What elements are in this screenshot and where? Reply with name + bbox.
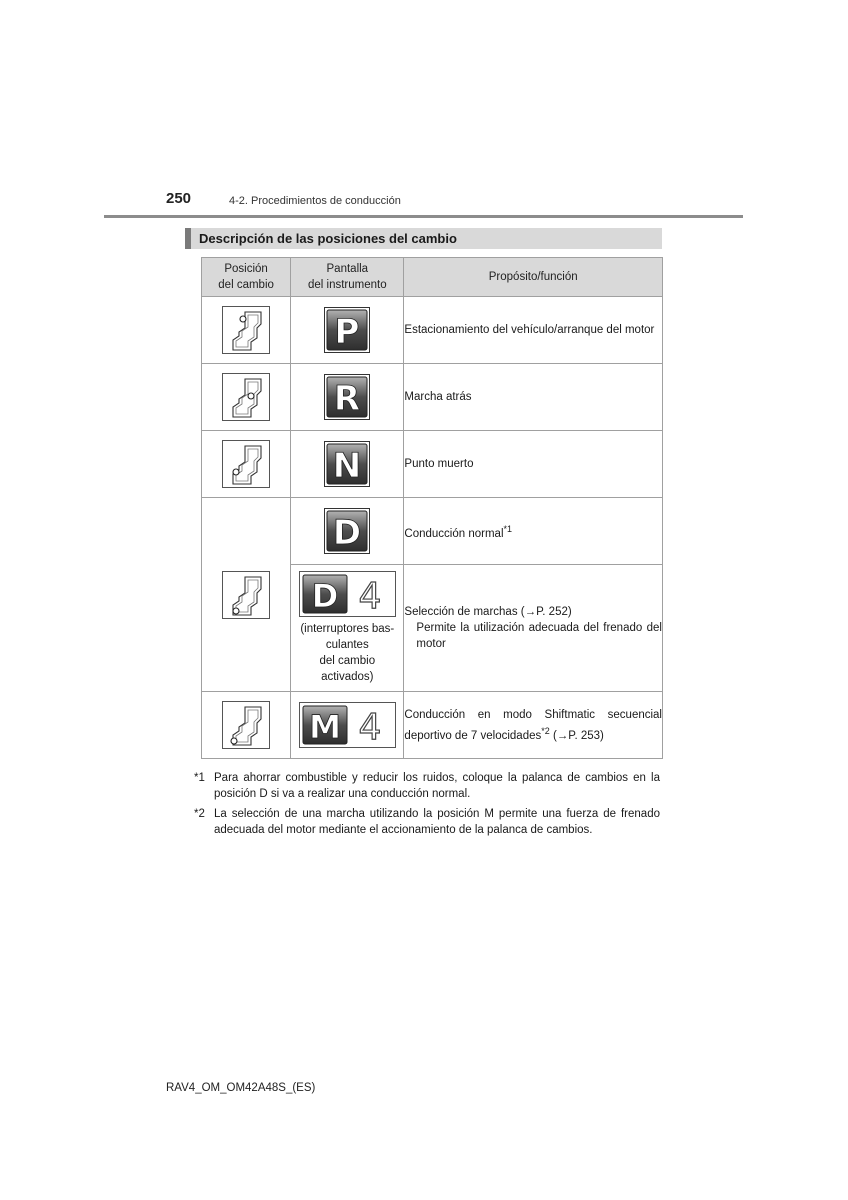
svg-text:R: R [334, 379, 361, 419]
footnotes [194, 770, 660, 842]
section-header: 4-2. Procedimientos de conducción [229, 195, 401, 207]
footnote-mark: *2 [194, 808, 205, 820]
document-code: RAV4_OM_OM42A48S_(ES) [166, 1082, 316, 1094]
header-shift-position: Posición del cambio [202, 258, 291, 297]
shift-positions-table [201, 257, 663, 759]
svg-text:M: M [308, 708, 341, 745]
footnote-text: Para ahorrar combustible y reducir los ruidos, coloque la palanca de cambios en la posición D si va a realizar una conducción normal. [214, 772, 660, 800]
arrow-icon: → [556, 729, 569, 742]
table-header-row [202, 258, 663, 297]
footnote-mark: *1 [194, 772, 205, 784]
gear-indicator-icon [324, 508, 370, 554]
shift-gate-diagram-icon [222, 373, 270, 421]
header-purpose: Propósito/función [404, 258, 663, 297]
shift-gate-diagram-icon [222, 306, 270, 354]
shift-gate-diagram-icon [222, 440, 270, 488]
svg-text:D: D [333, 513, 362, 553]
gear-indicator-icon [299, 702, 396, 748]
display-caption: (interruptores bas- culantes del cambio activados) [300, 623, 395, 683]
purpose-text: Conducción normal$^{*1}$ [404, 498, 663, 565]
table-row-r [202, 364, 663, 431]
footnote-ref: *2 [541, 725, 550, 736]
page-number: 250 [166, 190, 192, 207]
page-ref-link[interactable]: P. 253) [568, 729, 604, 742]
footnote-ref: *1 [503, 523, 513, 534]
svg-text:4: 4 [358, 707, 382, 745]
header-rule [104, 215, 743, 218]
svg-text:D: D [311, 577, 339, 614]
section-title: Descripción de las posiciones del cambio [185, 228, 662, 249]
purpose-text: Marcha atrás [404, 364, 663, 431]
gear-indicator-icon [299, 571, 396, 617]
purpose-text: Punto muerto [404, 431, 663, 498]
svg-text:P: P [334, 312, 360, 352]
purpose-text: Estacionamiento del vehículo/arranque del motor [404, 297, 663, 364]
table-row-n [202, 431, 663, 498]
table-row-d [202, 498, 663, 565]
arrow-icon: → [524, 606, 537, 618]
footnote-1 [194, 770, 660, 802]
svg-text:N: N [333, 446, 362, 486]
gear-indicator-icon [324, 374, 370, 420]
shift-gate-diagram-icon [222, 571, 270, 619]
table-row-m4 [202, 692, 663, 759]
purpose-text: Conducción en modo Shiftmatic secuencial deportivo de 7 velocidades$^{*2}$ (→P. 253) [404, 692, 663, 759]
page-ref-link[interactable]: P. 252) [536, 606, 572, 618]
footnote-2 [194, 806, 660, 838]
header-instrument-display: Pantalla del instrumento [291, 258, 404, 297]
table-row-p [202, 297, 663, 364]
gear-indicator-icon [324, 441, 370, 487]
footnote-text: La selección de una marcha utilizando la posición M permite una fuerza de frenado adecuada del motor mediante el accionamiento de la palanca de cambios. [214, 808, 660, 836]
shift-gate-diagram-icon [222, 701, 270, 749]
svg-text:4: 4 [358, 576, 382, 614]
purpose-text: Selección de marchas (→P. 252) Permite la utilización adecuada del frenado del motor [404, 565, 663, 692]
gear-indicator-icon [324, 307, 370, 353]
